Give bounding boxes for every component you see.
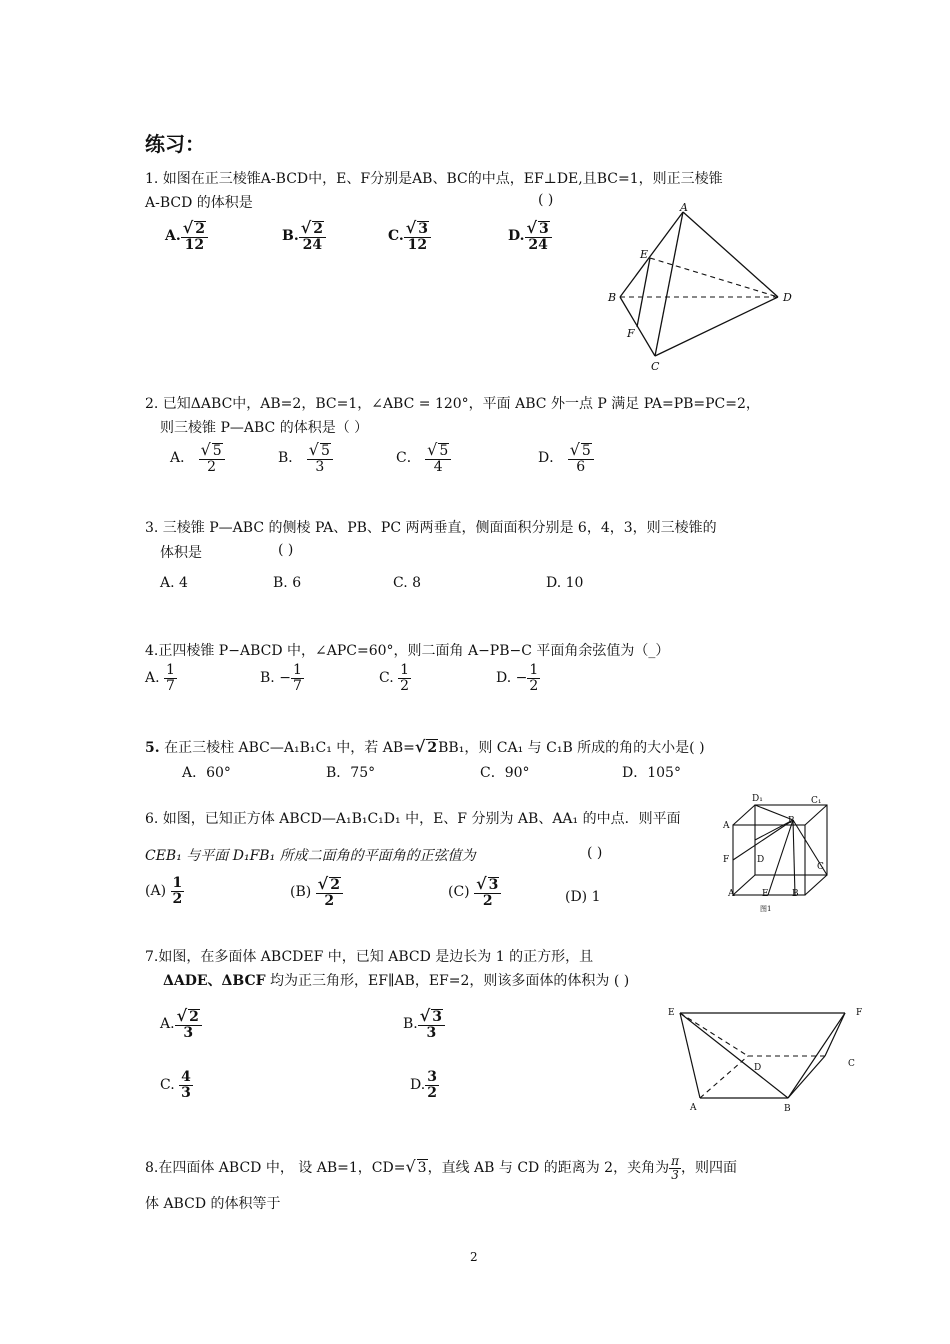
edge-ed-hidden	[650, 258, 778, 297]
edge-bc	[788, 1056, 825, 1098]
label-d: D	[783, 291, 792, 304]
q2-option-d: D． $\frac{√ 5}{6}$	[538, 442, 594, 474]
q3-line1: 3. 三棱锥 P—ABC 的侧棱 PA、PB、PC 两两垂直，侧面面积分别是 6，4，3，则三棱锥的	[145, 520, 717, 536]
q3-line2: 体积是	[160, 545, 202, 561]
poly-label-a: A	[690, 1103, 697, 1113]
page-number: 2	[470, 1250, 478, 1264]
poly-label-d: D	[754, 1063, 762, 1073]
q6-option-a: (A) $\frac{1}{2}$	[145, 875, 183, 907]
q6-paren: ( )	[587, 845, 603, 861]
q2-line2: 则三棱锥 P—ABC 的体积是（ ）	[160, 420, 369, 436]
q4-option-a: A. $\frac{1}{7}$	[145, 662, 175, 694]
q6-line1: 6. 如图，已知正方体 ABCD—A₁B₁C₁D₁ 中，E、F 分别为 AB、AA₁ 的中点．则平面	[145, 811, 681, 827]
cube-label-c: C	[817, 862, 824, 872]
edge-ad-hidden	[700, 1056, 748, 1098]
q6-option-b: (B) $\frac{√ 2}{2}$	[290, 876, 343, 908]
q6-cube-figure	[720, 790, 830, 915]
q1-tetrahedron-figure	[600, 200, 800, 375]
label-b: B	[608, 291, 617, 304]
q1-option-d: D. $\frac{√ 3}{24}$	[508, 220, 552, 252]
q1-line1: 1. 如图在正三棱锥A-BCD中，E、F分别是AB、BC的中点，EF⊥DE,且BC=1，则正三棱锥	[145, 171, 723, 187]
q5-option-c: C．90°	[480, 765, 530, 781]
q6-option-c: (C) $\frac{√ 3}{2}$	[448, 876, 501, 908]
label-c: C	[651, 360, 660, 373]
q2-line1: 2. 已知ΔABC中，AB=2，BC=1，∠ABC = 120°，平面 ABC 外一点 P 满足 PA=PB=PC=2，	[145, 396, 760, 412]
q2-option-a: A． $\frac{√ 5}{2}$	[170, 442, 225, 474]
edge-ab	[620, 212, 683, 297]
q7-polyhedron-figure	[660, 1000, 870, 1120]
q3-option-b: B. 6	[273, 575, 302, 591]
q6-line2: CEB₁ 与平面 D₁FB₁ 所成二面角的平面角的正弦值为	[145, 848, 476, 864]
edge-ed-hidden	[680, 1013, 748, 1056]
q3-option-d: D. 10	[546, 575, 584, 591]
q4-line1: 4.正四棱锥 P−ABCD 中，∠APC=60°，则二面角 A−PB−C 平面角余弦值为（_）	[145, 643, 670, 659]
cube-caption: 图1	[760, 905, 772, 913]
q7-option-a: A. $\frac{√ 2}{3}$	[160, 1008, 202, 1040]
q5-option-a: A．60°	[182, 765, 231, 781]
cube-label-f: F	[723, 855, 730, 865]
q6-option-d: (D) 1	[565, 889, 601, 905]
q7-option-c: C. $\frac{4}{3}$	[160, 1069, 191, 1101]
cube-label-d: D	[757, 855, 765, 865]
cube-label-a: A	[728, 889, 735, 899]
cube-label-e: E	[762, 889, 769, 899]
poly-label-c: C	[848, 1059, 855, 1069]
label-e: E	[640, 248, 649, 261]
q5-option-b: B．75°	[326, 765, 376, 781]
q3-option-c: C. 8	[393, 575, 422, 591]
q4-option-d: D. − $\frac{1}{2}$	[496, 662, 539, 694]
cube-label-a1: A	[723, 821, 730, 831]
page-title: 练习：	[145, 132, 205, 156]
q1-paren: ( )	[538, 192, 554, 208]
q1-option-b: B. $\frac{√ 2}{24}$	[282, 220, 326, 252]
q7-option-b: B. $\frac{√ 3}{3}$	[403, 1008, 445, 1040]
edge-ef	[637, 258, 650, 327]
q7-line2: ΔADE、ΔBCF 均为正三角形，EF∥AB，EF=2，则该多面体的体积为 ( )	[163, 973, 630, 989]
label-f: F	[627, 327, 635, 340]
q2-option-b: B． $\frac{√ 5}{3}$	[278, 442, 333, 474]
cube-label-b1: B	[788, 816, 795, 826]
q2-option-c: C． $\frac{√ 5}{4}$	[396, 442, 451, 474]
edge-cf	[825, 1013, 845, 1056]
edge-eb	[680, 1013, 788, 1098]
q8-line2: 体 ABCD 的体积等于	[145, 1196, 281, 1212]
q3-option-a: A. 4	[160, 575, 188, 591]
q7-line1: 7.如图，在多面体 ABCDEF 中，已知 ABCD 是边长为 1 的正方形，且	[145, 949, 594, 965]
q4-option-b: B. − $\frac{1}{7}$	[260, 662, 302, 694]
cube-label-d1: D₁	[752, 794, 763, 804]
edge-ac	[655, 212, 683, 356]
poly-label-f: F	[856, 1008, 863, 1018]
poly-label-b: B	[784, 1104, 791, 1114]
poly-label-e: E	[668, 1008, 675, 1018]
q3-paren: ( )	[278, 542, 294, 558]
q7-option-d: D. $\frac{3}{2}$	[410, 1069, 437, 1101]
edge-cd	[655, 297, 778, 356]
cube-label-c1: C₁	[811, 796, 822, 806]
label-a: A	[680, 201, 688, 214]
q1-line2: A-BCD 的体积是	[145, 195, 253, 211]
cube-label-b: B	[792, 889, 799, 899]
q8-line1: 8.在四面体 ABCD 中， 设 AB=1，CD=√ 3，直线 AB 与 CD 的距离为 2，夹角为 $\frac{\pi}{3}$ ，则四面	[145, 1154, 737, 1182]
q5-option-d: D．105°	[622, 765, 681, 781]
q5-line1: 5. 在正三棱柱 ABC—A₁B₁C₁ 中，若 AB=√ 2BB₁，则 CA₁ 与 C₁B 所成的角的大小是( )	[145, 737, 705, 756]
q1-option-a: A. $\frac{√ 2}{12}$	[165, 220, 208, 252]
q1-option-c: C. $\frac{√ 3}{12}$	[388, 220, 431, 252]
q4-option-c: C. $\frac{1}{2}$	[379, 662, 410, 694]
edge-ad	[683, 212, 778, 297]
